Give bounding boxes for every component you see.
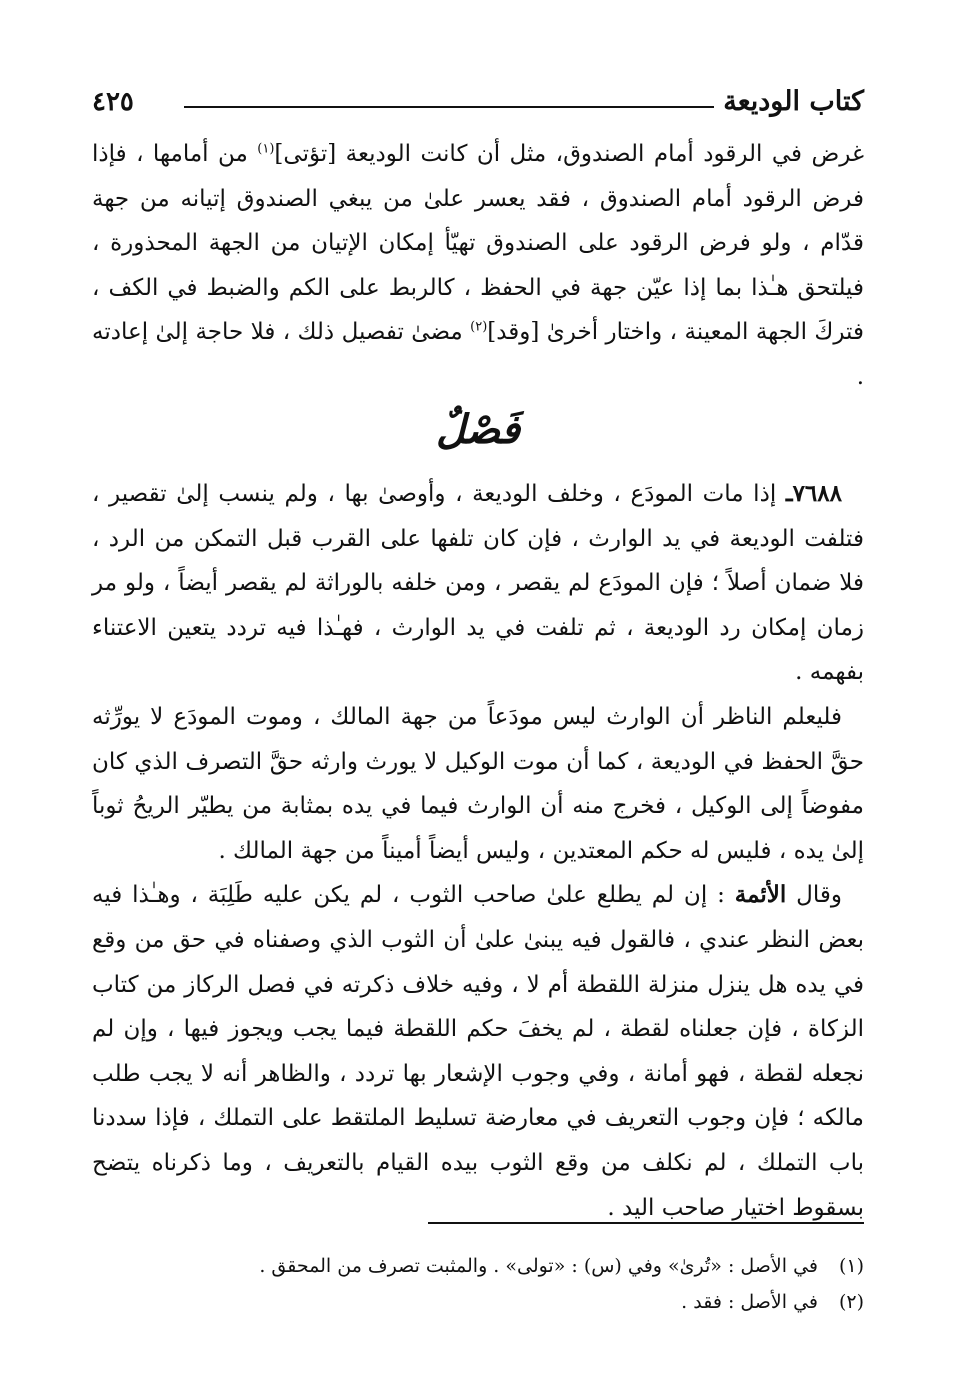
section-paragraph-3 xyxy=(92,873,864,1230)
section-paragraph-1 xyxy=(92,472,864,695)
footnote-ref-2: (٢) xyxy=(470,319,488,335)
issue-number: ٧٦٨٨ـ xyxy=(785,480,842,507)
paragraph-text-c: مضىٰ تفصيل ذلك ، فلا حاجة إلىٰ إعادته . xyxy=(92,319,864,390)
section-ornament-fasl: فَصْلٌ xyxy=(435,406,521,453)
footnote-number: (٢) xyxy=(838,1291,864,1313)
paragraph-3-lead: وقال xyxy=(786,882,842,909)
page-number: ٤٢٥ xyxy=(92,87,134,117)
paragraph-3-bold: الأئمة xyxy=(734,881,787,909)
section-body xyxy=(92,472,864,1230)
paragraph-text-b: من أمامها ، فإذا فرض الرقود أمام الصندوق ، فقد يعسر علىٰ من يبغي الصندوق إتيانه من جهة قدّام ، ولو فرض الرقود على الصندوق تهيّأ إمكان الإتيان من الجهة المحذورة ، فيلتحق هـٰذا بما إذا عيّن جهة في الحفظ ، كالربط على الكم والضبط في الكف ، فتركَ الجهة المعينة ، واختار أخرىٰ [وقد] xyxy=(92,141,864,345)
footnote-separator xyxy=(428,1222,864,1224)
footnote-text: في الأصل : «تُرىٰ» وفي (س) : «تولى» . والمثبت تصرف من المحقق . xyxy=(259,1255,818,1277)
footnote-item xyxy=(92,1284,864,1320)
opening-paragraph xyxy=(92,132,864,399)
footnote-item xyxy=(92,1248,864,1284)
footnote-ref-1: (١) xyxy=(257,141,275,157)
section-paragraph-1-text: إذا مات المودَع ، وخلف الوديعة ، وأوصىٰ بها ، ولم ينسب إلىٰ تقصير ، فتلفت الوديعة في يد الوارث ، فإن كان تلفها على القرب قبل التمكن من الرد ، فلا ضمان أصلاً ؛ فإن المودَع لم يقصر ، ومن خلفه بالوراثة لم يقصر أيضاً ، ولو مر زمان إمكان رد الوديعة ، ثم تلفت في يد الوارث ، فهـٰذا فيه تردد يتعين الاعتناء بفهمه . xyxy=(92,481,864,686)
header-title: كتاب الوديعة xyxy=(723,86,864,117)
header-rule xyxy=(184,106,714,108)
paragraph-text-a: غرض في الرقود أمام الصندوق، مثل أن كانت الوديعة [تؤتى] xyxy=(274,141,864,167)
paragraph-3-rest: : إن لم يطلع علىٰ صاحب الثوب ، لم يكن عليه طَلِبَة ، وهـٰذا فيه بعض النظر عندي ، فالقول فيه يبنىٰ علىٰ أن الثوب الذي وصفناه في حق من وقع في يده هل ينزل منزلة اللقطة أم لا ، وفيه خلاف ذكرته في فصل الركاز من كتاب الزكاة ، فإن جعلناه لقطة ، لم يخفَ حكم اللقطة فيما يجب ويجوز فيها ، وإن لم نجعله لقطة ، فهو أمانة ، وفي وجوب الإشعار بها تردد ، والظاهر أنه لا يجب طلب مالكه ؛ فإن وجوب التعريف في معارضة تسليط الملتقط على التملك ، فإذا سددنا باب التملك ، لم نكلف من وقع الثوب بيده القيام بالتعريف ، وما ذكرناه يتضح بسقوط اختيار صاحب اليد . xyxy=(92,882,864,1221)
footnote-text: في الأصل : فقد . xyxy=(681,1291,818,1313)
footnote-number: (١) xyxy=(838,1255,864,1277)
opening-paragraph-block xyxy=(92,132,864,399)
running-header xyxy=(92,84,864,128)
section-paragraph-2: فليعلم الناظر أن الوارث ليس مودَعاً من جهة المالك ، وموت المودَع لا يورِّثه حقَّ الحفظ في الوديعة ، كما أن موت الوكيل لا يورث وارثه حقَّ التصرف الذي كان مفوضاً إلى الوكيل ، فخرج منه أن الوارث فيما في يده بمثابة من يطيّر الريحُ ثوباً إلىٰ يده ، فليس له حكم المعتدين ، وليس أيضاً أميناً من جهة المالك . xyxy=(92,703,864,864)
footnotes xyxy=(92,1248,864,1320)
